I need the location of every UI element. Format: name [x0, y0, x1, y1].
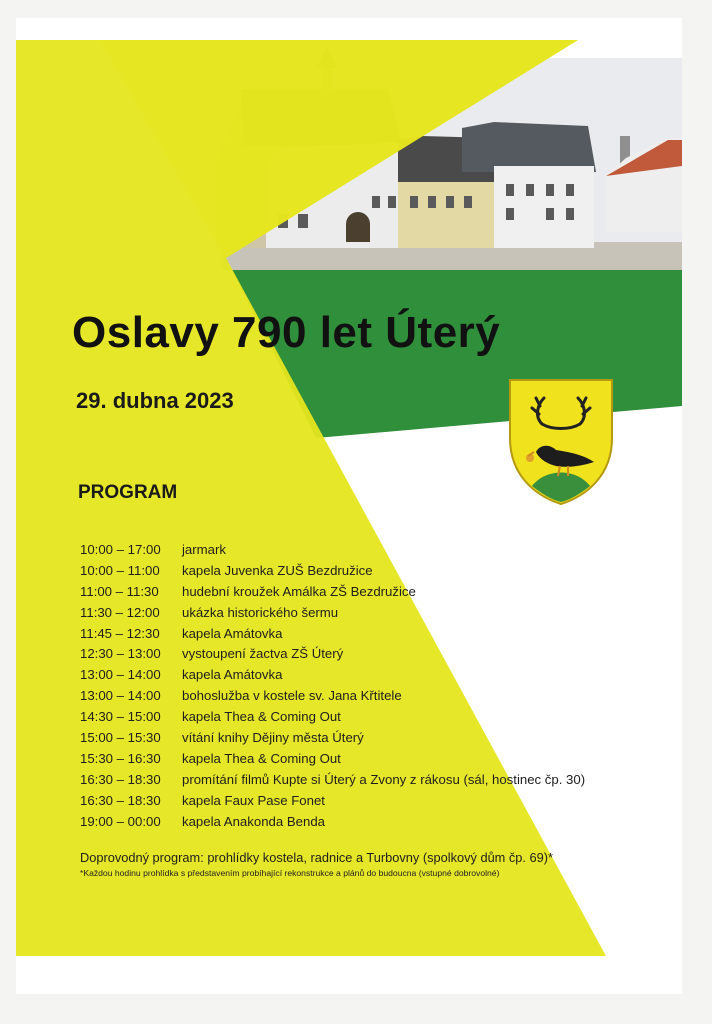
schedule-event: hudební kroužek Amálka ZŠ Bezdružice: [182, 583, 416, 599]
schedule-row: [80, 728, 585, 749]
schedule-event: promítání filmů Kupte si Úterý a Zvony z rákosu (sál, hostinec čp. 30): [182, 771, 586, 787]
schedule-time: 13:00 – 14:00: [80, 667, 161, 683]
schedule-row: [80, 770, 585, 791]
schedule-row: [80, 812, 585, 833]
schedule-time: 13:00 – 14:00: [80, 688, 161, 704]
schedule-event: kapela Juvenka ZUŠ Bezdružice: [182, 562, 373, 578]
schedule-row: [80, 540, 585, 561]
coat-of-arms-icon: [506, 376, 616, 506]
schedule-time: 15:00 – 15:30: [80, 730, 161, 746]
schedule-event: kapela Amátovka: [182, 625, 283, 641]
schedule-event: kapela Thea & Coming Out: [182, 709, 341, 725]
schedule-time: 11:00 – 11:30: [80, 583, 159, 599]
schedule-time: 19:00 – 00:00: [80, 813, 161, 829]
schedule-row: [80, 791, 585, 812]
schedule-time: 14:30 – 15:00: [80, 709, 161, 725]
schedule-time: 15:30 – 16:30: [80, 750, 161, 766]
schedule-event: kapela Thea & Coming Out: [182, 750, 341, 766]
schedule-row: [80, 644, 585, 665]
schedule-time: 10:00 – 11:00: [80, 562, 160, 578]
schedule-row: [80, 749, 585, 770]
schedule-time: 10:00 – 17:00: [80, 542, 161, 557]
event-date: 29. dubna 2023: [76, 388, 234, 413]
schedule-row: [80, 603, 585, 624]
schedule-time: 11:30 – 12:00: [80, 604, 160, 620]
footnote: *Každou hodinu prohlídka s představením probíhající rekonstrukce a plánů do budoucna (vstupné dobrovolné): [80, 868, 500, 878]
poster-page: [16, 18, 682, 994]
schedule-event: kapela Amátovka: [182, 667, 283, 683]
poster-background: [16, 18, 682, 994]
accompanying-program: Doprovodný program: prohlídky kostela, radnice a Turbovny (spolkový dům čp. 69)*: [80, 850, 554, 865]
schedule-time: 11:45 – 12:30: [80, 625, 160, 641]
program-heading: PROGRAM: [78, 482, 178, 503]
schedule-row: [80, 707, 585, 728]
schedule-row: [80, 686, 585, 707]
schedule-event: vítání knihy Dějiny města Úterý: [182, 730, 364, 746]
schedule-row: [80, 665, 585, 686]
schedule-time: 12:30 – 13:00: [80, 646, 161, 662]
schedule-row: [80, 624, 585, 645]
schedule-time: 16:30 – 18:30: [80, 771, 161, 787]
schedule-event: bohoslužba v kostele sv. Jana Křtitele: [182, 688, 402, 704]
poster-title: Oslavy 790 let Úterý: [72, 308, 501, 357]
program-schedule: [80, 540, 585, 832]
schedule-event: kapela Anakonda Benda: [182, 813, 325, 829]
schedule-event: kapela Faux Pase Fonet: [182, 792, 325, 808]
schedule-event: jarmark: [182, 542, 226, 557]
schedule-row: [80, 561, 585, 582]
schedule-time: 16:30 – 18:30: [80, 792, 161, 808]
schedule-row: [80, 582, 585, 603]
schedule-event: vystoupení žactva ZŠ Úterý: [182, 646, 344, 662]
schedule-event: ukázka historického šermu: [182, 604, 339, 620]
